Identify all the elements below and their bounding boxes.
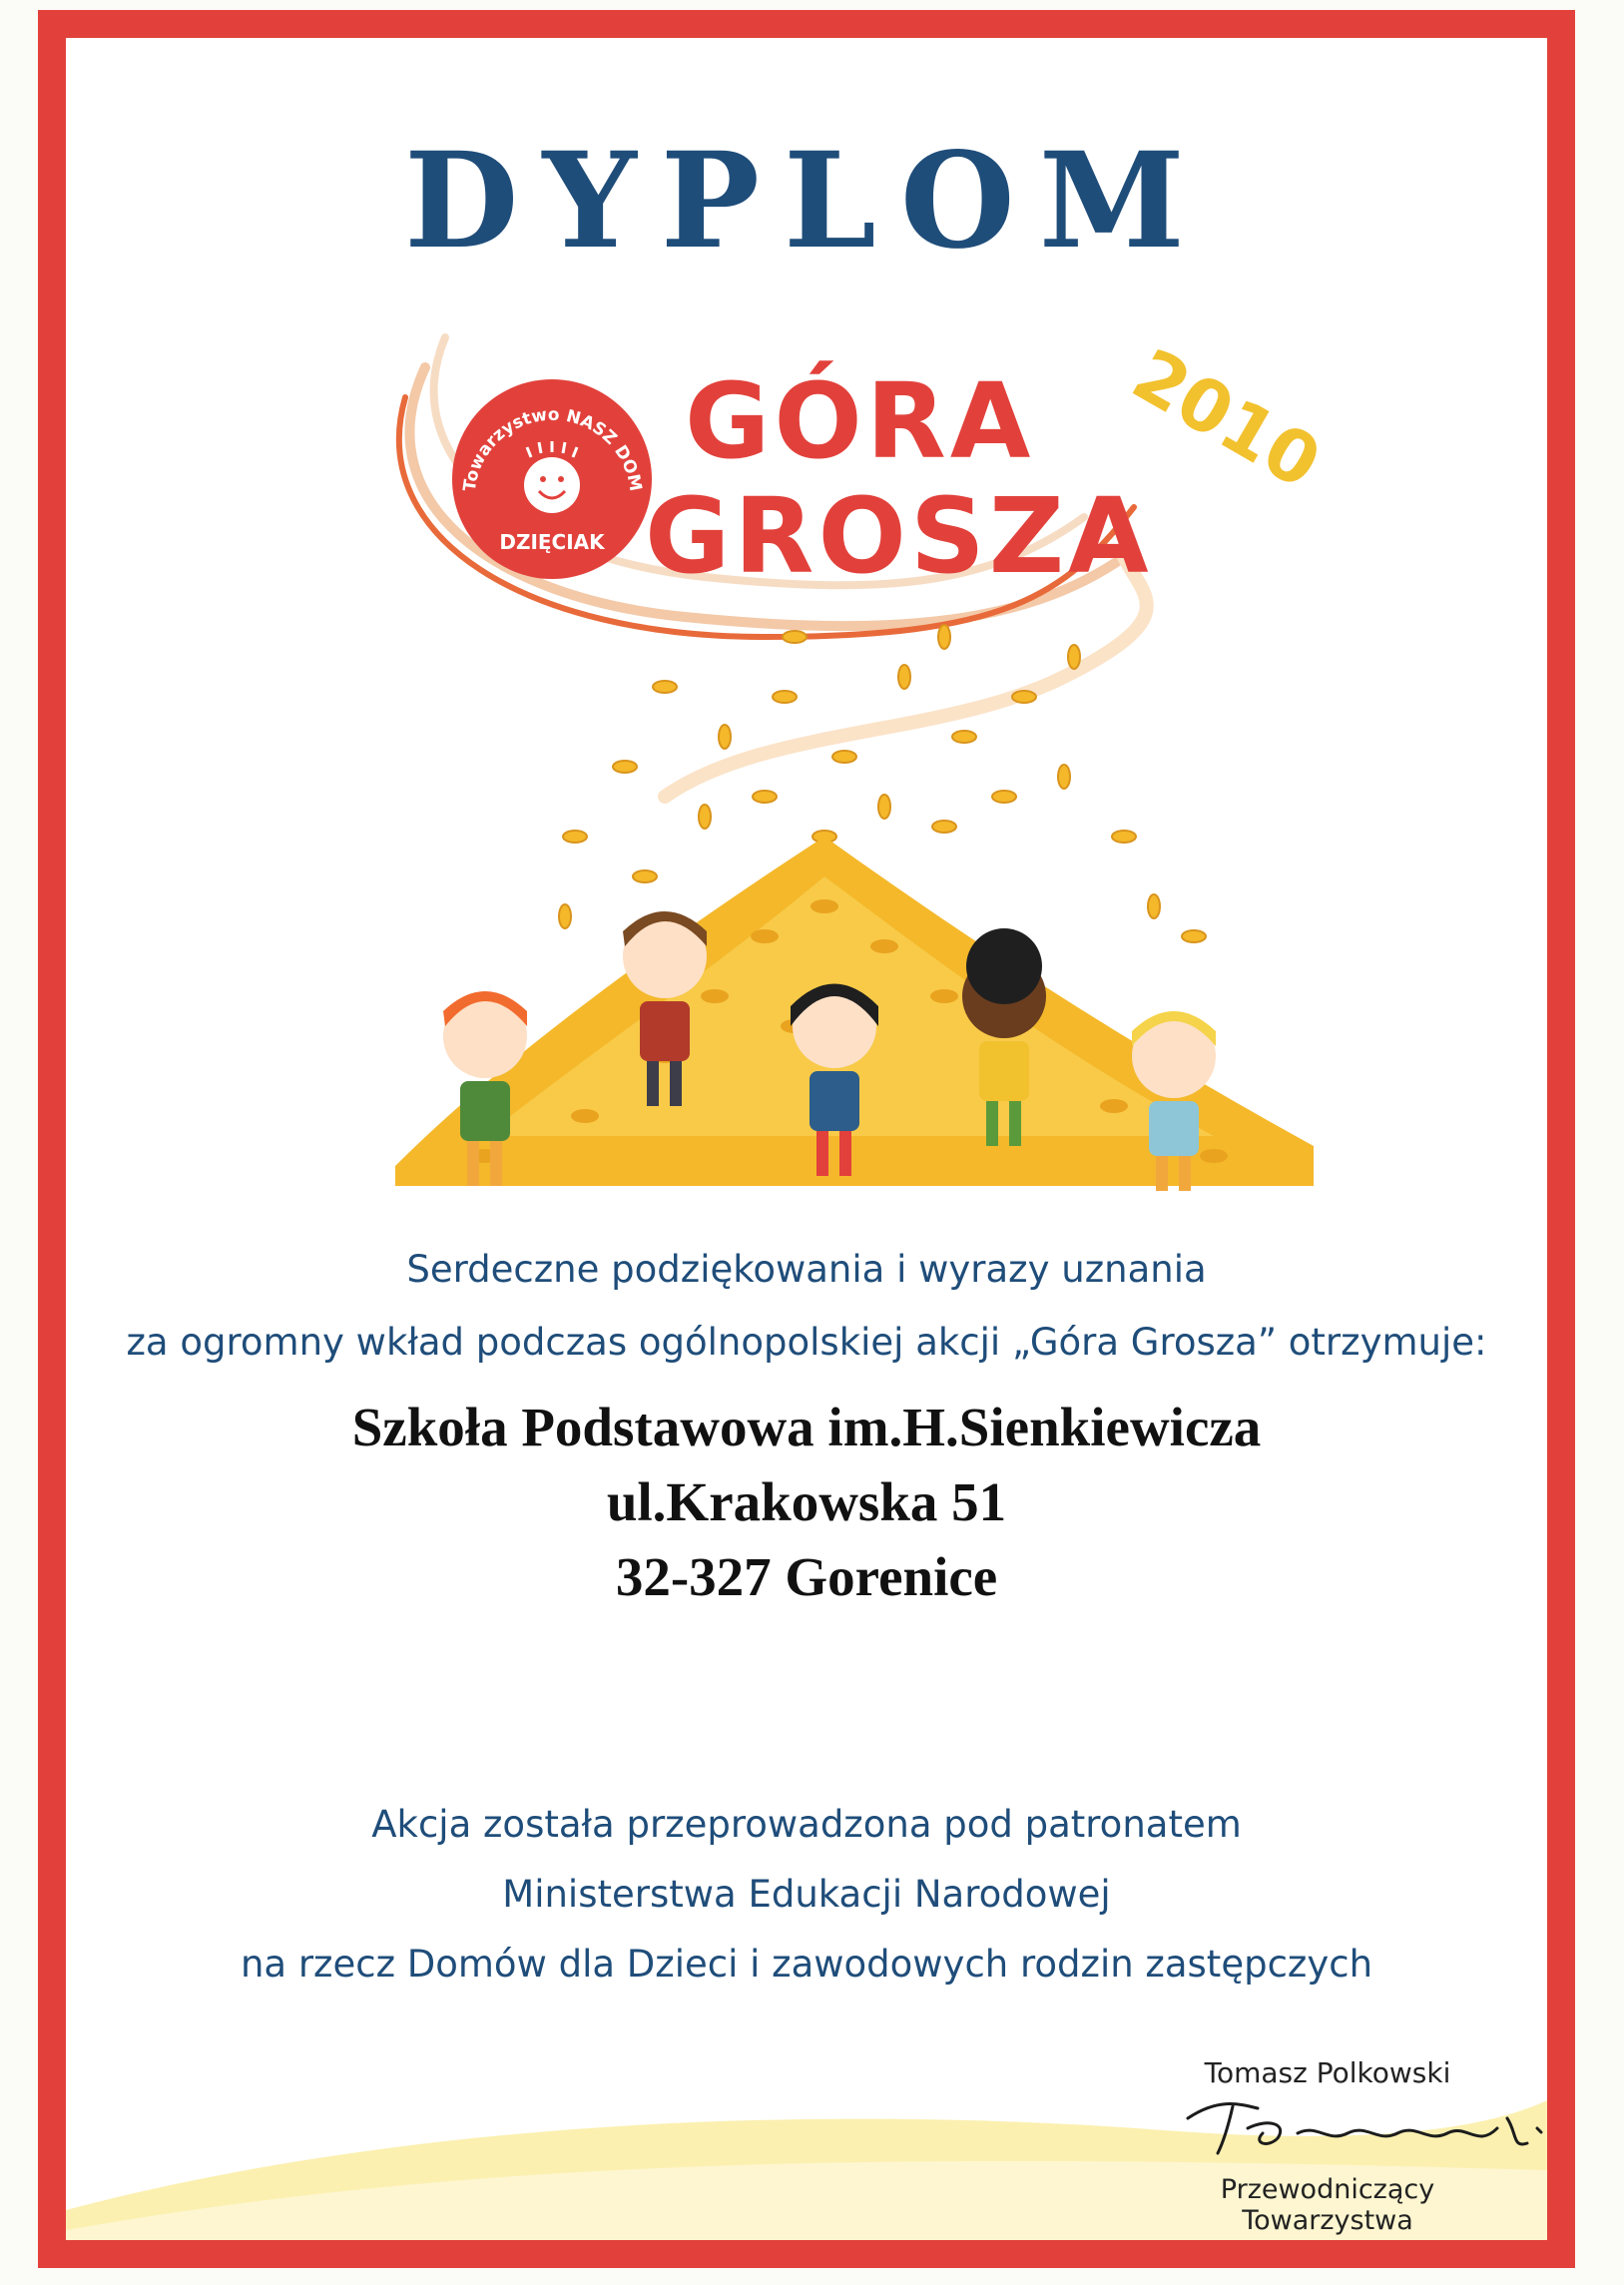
campaign-title-line1: GÓRA [685,360,1035,482]
recipient-street: ul.Krakowska 51 [606,1471,1007,1532]
signatory-name: Tomasz Polkowski [1204,2056,1451,2089]
campaign-illustration [66,38,1547,1276]
thanks-line-2: za ogromny wkład podczas ogólnopolskiej akcji „Góra Grosza” otrzymuje: [126,1321,1487,1364]
patronage-line-2: Ministerstwa Edukacji Narodowej [502,1873,1111,1916]
recipient-name: Szkoła Podstawowa im.H.Sienkiewicza [351,1397,1262,1457]
thanks-line-1: Serdeczne podziękowania i wyrazy uznania [406,1248,1207,1291]
logo-ring-text: Towarzystwo NASZ DOM [459,404,646,493]
dzieciak-logo [452,379,652,579]
patronage-line-3: na rzecz Domów dla Dzieci i zawodowych rodzin zastępczych [240,1943,1373,1986]
campaign-title-line2: GROSZA [645,475,1153,597]
campaign-year: 2010 [1119,331,1335,505]
handwritten-signature [1178,2088,1577,2168]
patronage-line-1: Akcja została przeprowadzona pod patronatem [371,1803,1242,1846]
recipient-city: 32-327 Gorenice [615,1546,998,1607]
diploma-border [38,10,1575,2268]
signatory-role: Przewodniczący Towarzystwa [1220,2174,1435,2236]
diploma-title: DYPLOM [404,124,1209,279]
logo-name: DZIĘCIAK [499,530,605,554]
